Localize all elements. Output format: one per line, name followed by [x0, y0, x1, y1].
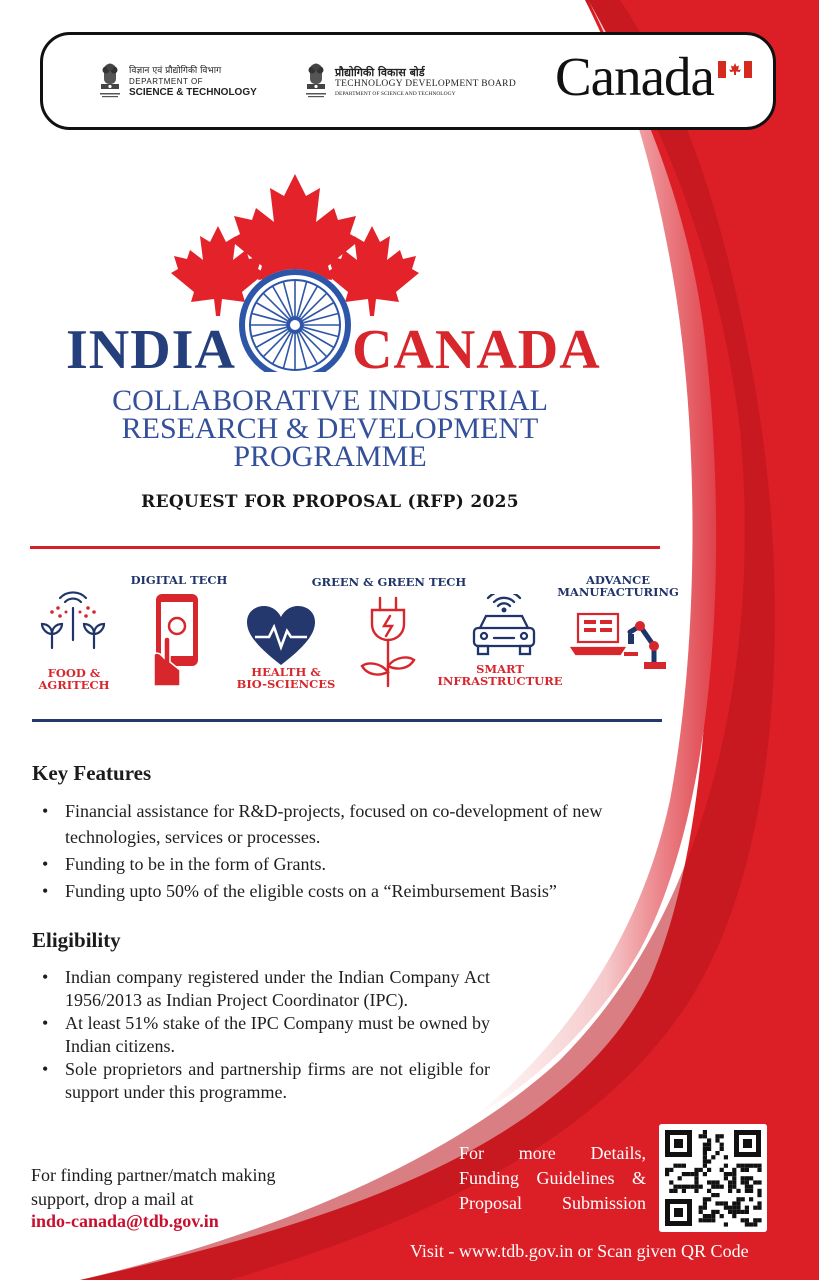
divider-navy	[32, 719, 662, 722]
sector-digital-tech: DIGITAL TECH	[130, 573, 228, 587]
header-logo-bar	[40, 32, 776, 130]
tdb-name: TECHNOLOGY DEVELOPMENT BOARD	[335, 79, 516, 89]
list-item: • At least 51% stake of the IPC Company must be owned by Indian citizens.	[32, 1012, 490, 1058]
robotic-arm-laptop-icon	[570, 608, 666, 670]
canada-flag-icon	[718, 61, 752, 78]
sector-food-line1: FOOD &	[47, 666, 101, 680]
divider-red	[30, 546, 660, 549]
programme-title-line1: COLLABORATIVE INDUSTRIAL	[112, 384, 548, 417]
sector-green-tech: GREEN & GREEN TECH	[311, 575, 467, 589]
visit-website-text: Visit - www.tdb.gov.in or Scan given QR Code	[410, 1241, 749, 1261]
tdb-logo	[303, 61, 516, 103]
list-item: • Sole proprietors and partnership firms are not eligible for support under this programme.	[32, 1058, 490, 1104]
list-item: • Funding to be in the form of Grants.	[32, 851, 652, 877]
sector-advance-line2: MANUFACTURING	[557, 585, 679, 599]
list-item: • Funding upto 50% of the eligible costs on a “Reimbursement Basis”	[32, 878, 652, 904]
sector-health-biosciences	[230, 666, 342, 690]
key-features-list	[32, 798, 652, 905]
ashoka-emblem-icon	[303, 61, 329, 103]
sector-food-agritech	[30, 667, 118, 691]
eligibility-list	[32, 966, 490, 1104]
ashoka-emblem-icon	[97, 61, 123, 103]
smart-car-icon	[468, 594, 540, 658]
smartphone-touch-icon	[150, 592, 202, 690]
list-item: • Financial assistance for R&D-projects, focused on co-development of new technologies, services or processes.	[32, 798, 650, 850]
sector-health-line1: HEALTH &	[251, 665, 321, 679]
dst-department-label: DEPARTMENT OF	[129, 76, 204, 86]
sector-advance-manufacturing	[552, 574, 684, 598]
sector-smart-infrastructure	[430, 663, 570, 687]
programme-title-line3: PROGRAMME	[233, 440, 427, 473]
tdb-hindi-name: प्रौद्योगिकी विकास बोर्ड	[335, 66, 425, 79]
sector-food-line2: AGRITECH	[38, 678, 110, 692]
dst-hindi-name: विज्ञान एवं प्रौद्योगिकी विभाग	[129, 65, 222, 76]
qr-code[interactable]	[659, 1124, 767, 1232]
tdb-subtitle: DEPARTMENT OF SCIENCE AND TECHNOLOGY	[335, 91, 456, 97]
sector-smart-line2: INFRASTRUCTURE	[437, 674, 563, 688]
sector-smart-line1: SMART	[476, 662, 524, 676]
title-india: INDIA	[66, 319, 236, 381]
heart-pulse-icon	[245, 605, 317, 667]
more-details-text: For more Details, Funding Guidelines & Proposal Submission	[459, 1143, 646, 1213]
eligibility-heading: Eligibility	[32, 928, 121, 952]
canada-wordmark: Canada	[555, 46, 714, 107]
title-canada: CANADA	[352, 319, 601, 381]
contact-email-link[interactable]: indo-canada@tdb.gov.in	[31, 1211, 219, 1231]
dst-logo	[97, 61, 257, 103]
sector-health-line2: BIO-SCIENCES	[236, 677, 336, 691]
key-features-heading: Key Features	[32, 761, 152, 785]
list-item: • Indian company registered under the Indian Company Act 1956/2013 as Indian Project Coordinator (IPC).	[32, 966, 490, 1012]
partner-support-text: For finding partner/match making support, drop a mail at	[31, 1165, 276, 1209]
eco-plug-icon	[358, 596, 418, 688]
irrigation-sprinkler-icon	[38, 582, 108, 652]
rfp-heading: REQUEST FOR PROPOSAL (RFP) 2025	[141, 492, 519, 512]
programme-title-line2: RESEARCH & DEVELOPMENT	[121, 412, 539, 445]
sector-advance-line1: ADVANCE	[585, 573, 651, 587]
dst-name: SCIENCE & TECHNOLOGY	[129, 86, 257, 98]
